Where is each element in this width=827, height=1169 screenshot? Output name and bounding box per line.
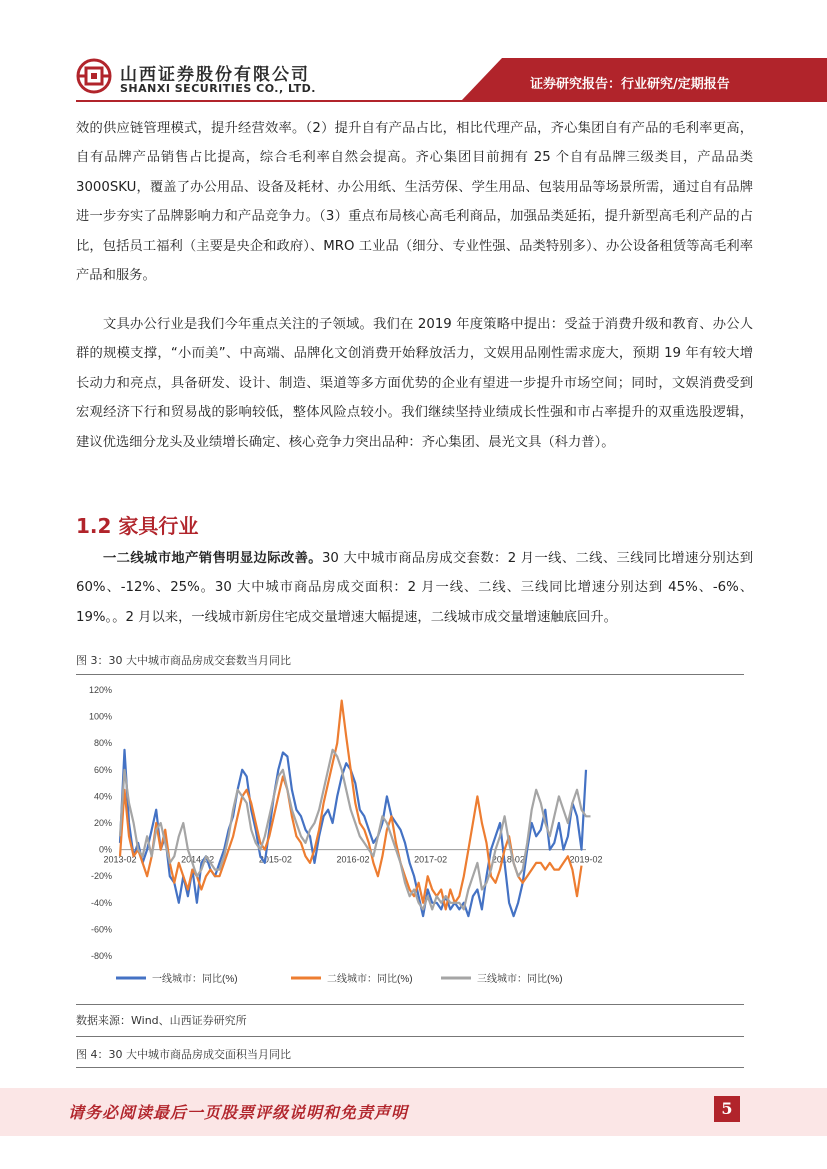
x-tick-label: 2013-02 bbox=[103, 854, 137, 865]
y-tick-label: 20% bbox=[93, 818, 112, 828]
header-divider bbox=[76, 100, 827, 102]
body-paragraph-2: 文具办公行业是我们今年重点关注的子领域。我们在 2019 年度策略中提出：受益于消费升级和教育、办公人群的规模支撑，“小而美”、中高端、品牌化文创消费开始释放活力，文娱用品刚性需求庞大，预期 19 年有较大增长动力和亮点，具备研发、设计、制造、渠道等多方面优势的企业有望进一步提升市场空间；同时，文娱消费受到宏观经济下行和贸易战的影响较低，整体风险点较小。我们继续坚持业绩成长性强和市占率提升的双重选股逻辑，建议优选细分龙头及业绩增长确定、核心竞争力突出品种：齐心集团、晨光文具（科力普）。 bbox=[76, 317, 753, 450]
paragraph-text: 30 大中城市商品房成交套数：2 月一线、二线、三线同比增速分别达到 60%、-12%、25%。30 大中城市商品房成交面积：2 月一线、二线、三线同比增速分别达到 45%、-6%、19%。。2 月以来，一线城市新房住宅成交量增速大幅提速，二线城市成交量增速触底回升。 bbox=[76, 551, 754, 625]
company-name-en: SHANXI SECURITIES CO., LTD. bbox=[120, 82, 316, 95]
x-tick-label: 2017-02 bbox=[414, 854, 448, 865]
legend-label-2: 二线城市：同比(%) bbox=[327, 974, 413, 985]
x-tick-label: 2016-02 bbox=[336, 854, 370, 865]
y-tick-label: 100% bbox=[88, 711, 112, 722]
footer-disclaimer: 请务必阅读最后一页股票评级说明和免责声明 bbox=[68, 1103, 409, 1122]
y-tick-label: 120% bbox=[88, 685, 112, 695]
figure-4-caption: 图 4：30 大中城市商品房成交面积当月同比 bbox=[76, 1048, 291, 1061]
body-paragraph-3 bbox=[76, 544, 753, 632]
company-logo-icon bbox=[76, 58, 112, 94]
figure-divider bbox=[76, 1036, 744, 1037]
legend-label-3: 三线城市：同比(%) bbox=[477, 974, 563, 985]
figure-3-caption: 图 3：30 大中城市商品房成交套数当月同比 bbox=[76, 654, 291, 667]
x-tick-label: 2018-02 bbox=[491, 854, 525, 865]
figure-divider bbox=[76, 1067, 744, 1068]
figure-divider bbox=[76, 674, 744, 675]
section-title: 1.2 家具行业 bbox=[76, 514, 199, 538]
y-tick-label: -40% bbox=[90, 897, 112, 908]
line-chart bbox=[76, 678, 603, 1000]
x-tick-label: 2019-02 bbox=[569, 854, 603, 865]
y-tick-label: -20% bbox=[90, 871, 112, 882]
y-tick-label: -60% bbox=[90, 924, 112, 935]
figure-source: 数据来源：Wind、山西证券研究所 bbox=[76, 1014, 247, 1027]
figure-divider bbox=[76, 1004, 744, 1005]
y-tick-label: 40% bbox=[93, 791, 112, 802]
page-number: 5 bbox=[714, 1096, 740, 1122]
series-line-1 bbox=[120, 750, 586, 916]
y-tick-label: -80% bbox=[90, 951, 112, 961]
company-name-cn: 山西证券股份有限公司 bbox=[120, 65, 310, 85]
x-tick-label: 2014-02 bbox=[181, 854, 215, 865]
paragraph-lead: 一二线城市地产销售明显边际改善。 bbox=[103, 551, 322, 566]
y-tick-label: 0% bbox=[98, 844, 112, 855]
body-paragraph-1: 效的供应链管理模式，提升经营效率。（2）提升自有产品占比，相比代理产品，齐心集团自有产品的毛利率更高，自有品牌产品销售占比提高，综合毛利率自然会提高。齐心集团目前拥有 25 个自有品牌三级类目，产品品类 3000SKU，覆盖了办公用品、设备及耗材、办公用纸、生活劳保、学生用品、包装用品等场景所需，通过自有品牌进一步夯实了品牌影响力和产品竞争力。（3）重点布局核心高毛利商品，加强品类延拓，提升新型高毛利产品的占比，包括员工福利（主要是央企和政府）、MRO 工业品（细分、专业性强、品类特别多）、办公设备租赁等高毛利率产品和服务。 bbox=[76, 121, 753, 284]
y-tick-label: 60% bbox=[93, 764, 112, 775]
y-tick-label: 80% bbox=[93, 738, 112, 749]
page-header bbox=[0, 0, 827, 110]
report-type-title: 证券研究报告：行业研究/定期报告 bbox=[530, 77, 730, 92]
legend-label-1: 一线城市：同比(%) bbox=[152, 974, 238, 985]
x-tick-label: 2015-02 bbox=[258, 854, 292, 865]
